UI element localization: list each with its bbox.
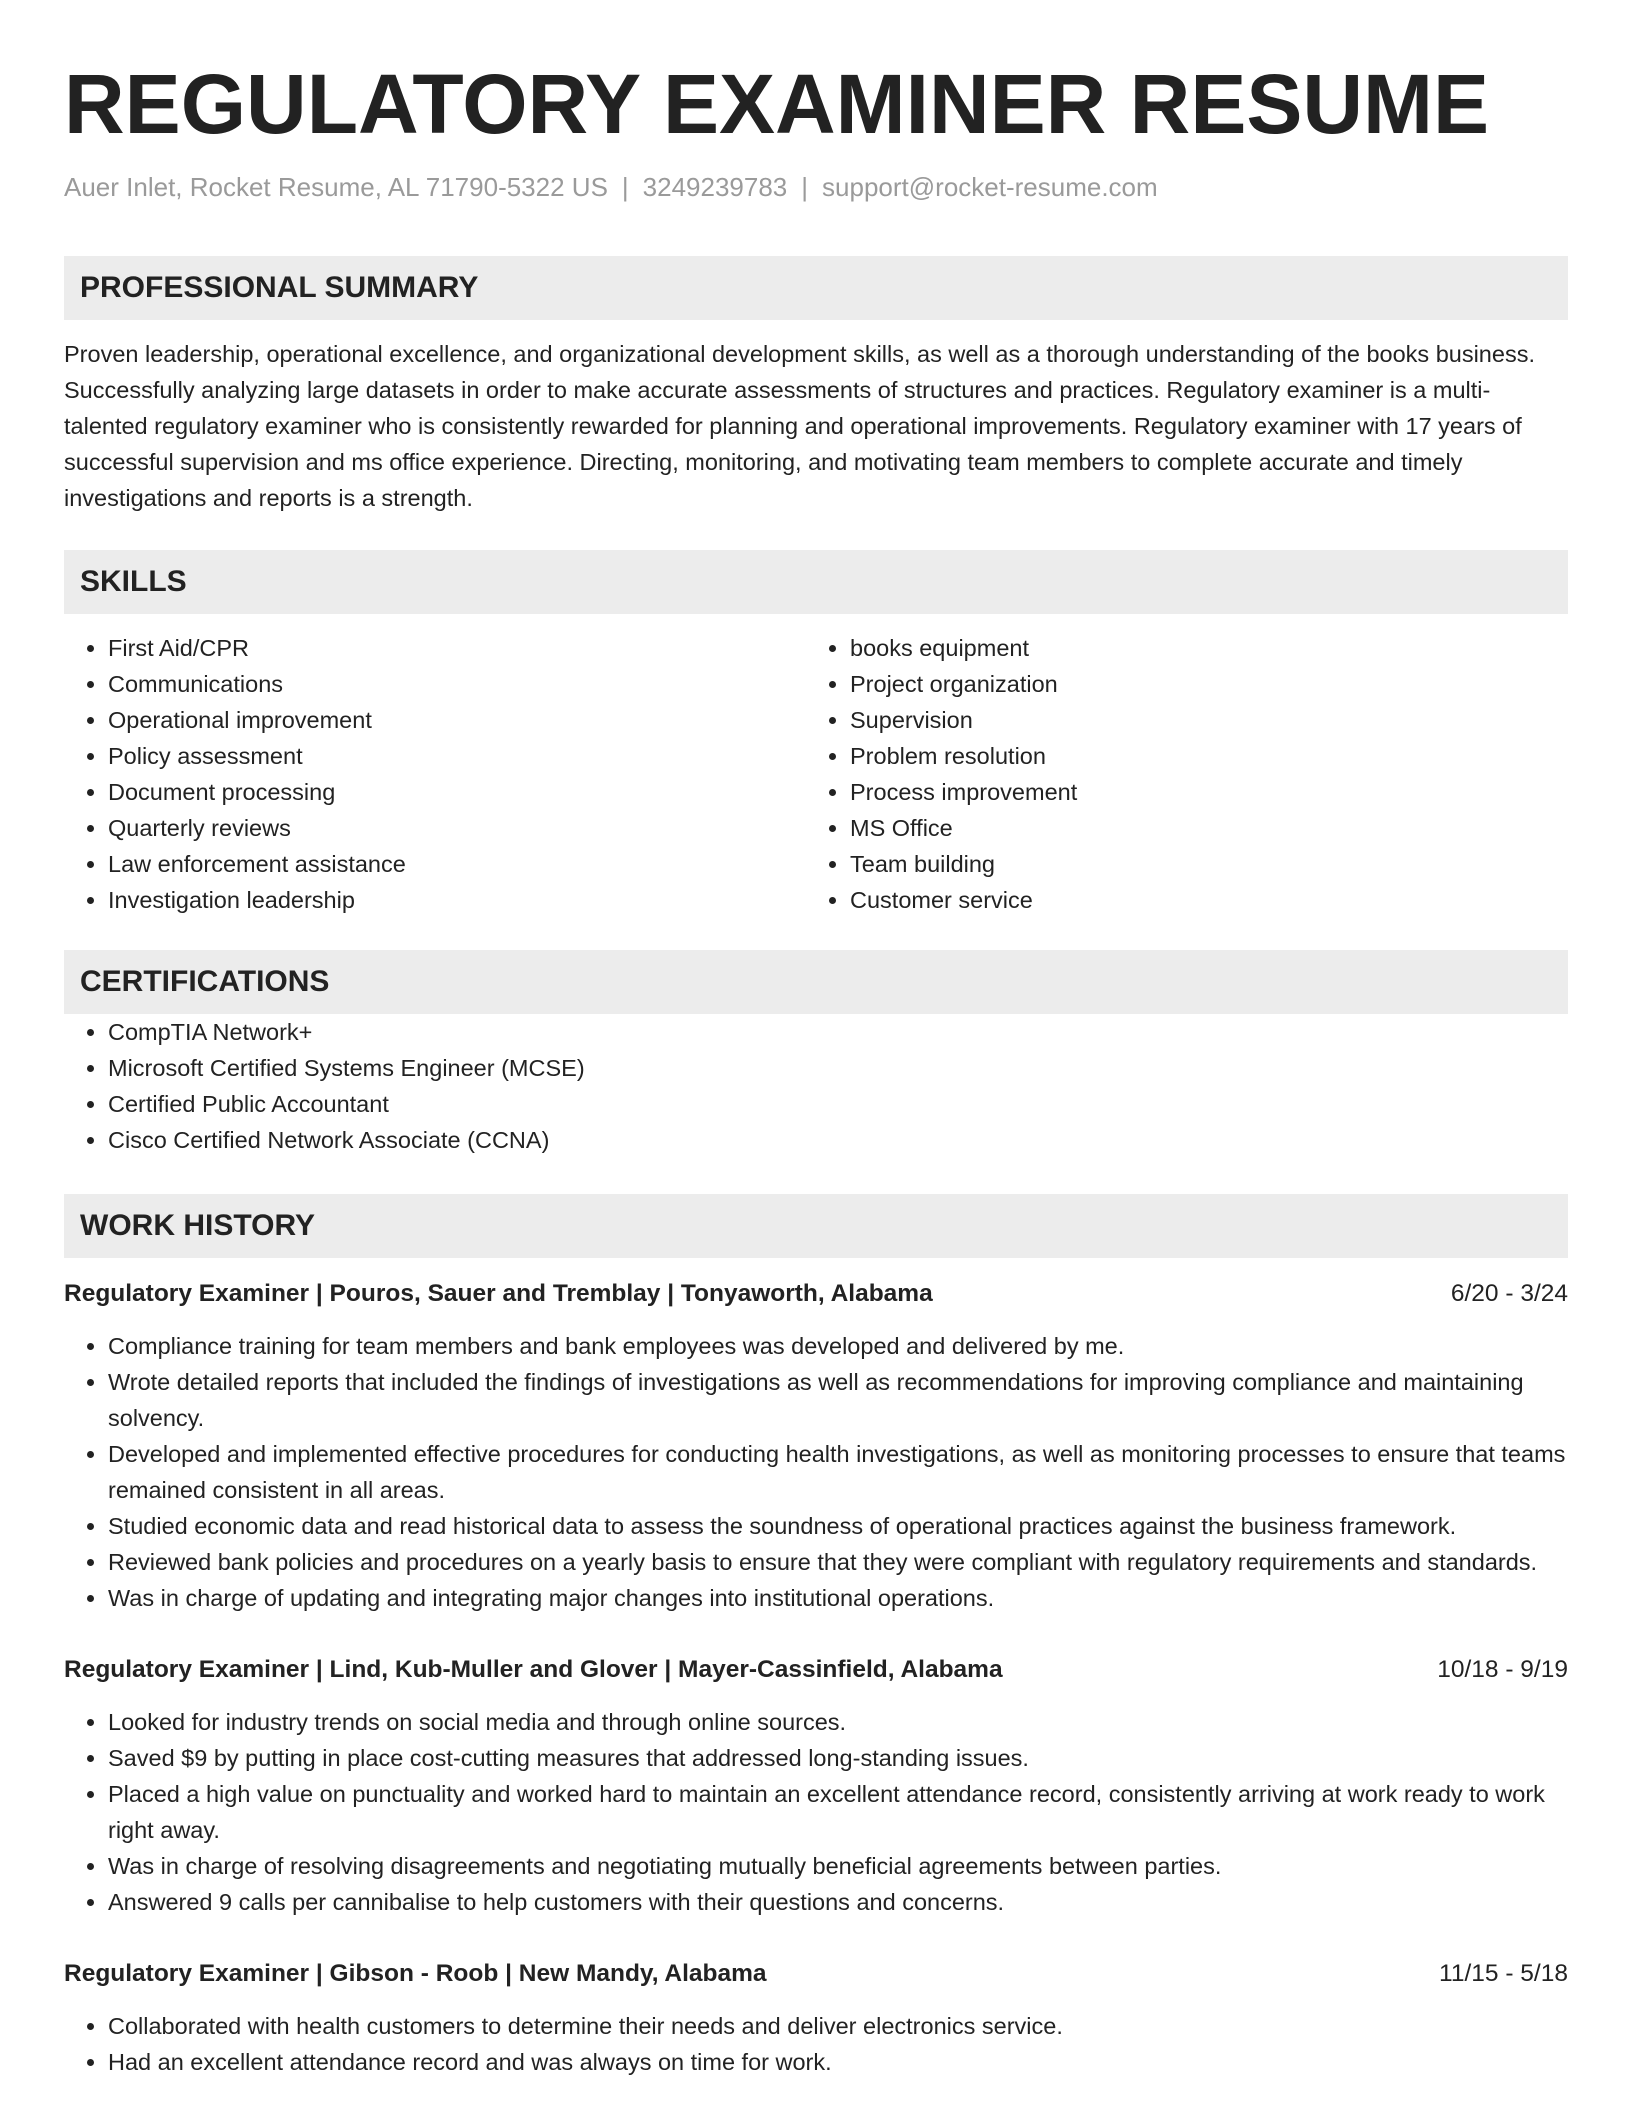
skill-item: • Operational improvement — [108, 702, 806, 738]
skill-item: • Law enforcement assistance — [108, 846, 806, 882]
job-bullet: • Compliance training for team members and bank employees was developed and delivered by me. — [108, 1328, 1568, 1364]
job-bullet: • Was in charge of updating and integrating major changes into institutional operations. — [108, 1580, 1568, 1616]
job-entry — [64, 1956, 1568, 2080]
job-bullet: • Looked for industry trends on social media and through online sources. — [108, 1704, 1568, 1740]
job-title: Regulatory Examiner | Gibson - Roob | New Mandy, Alabama — [64, 1960, 767, 1987]
job-title: Regulatory Examiner | Lind, Kub-Muller and Glover | Mayer-Cassinfield, Alabama — [64, 1656, 1003, 1683]
skill-item: • Quarterly reviews — [108, 810, 806, 846]
skill-item: • Communications — [108, 666, 806, 702]
job-bullet: • Studied economic data and read historical data to assess the soundness of operational practices against the business framework. — [108, 1508, 1568, 1544]
certification-item: • Certified Public Accountant — [108, 1086, 1568, 1122]
summary-text: Proven leadership, operational excellence, and organizational development skills, as well as a thorough understanding of the books business. Successfully analyzing large datasets in order to make accurate assessments of structures and practices. Regulatory examiner is a multi-talented regulatory examiner who is consistently rewarded for planning and operational improvements. Regulatory examiner with 17 years of successful supervision and ms office experience. Directing, monitoring, and motivating team members to complete accurate and timely investigations and reports is a strength. — [64, 341, 1535, 511]
contact-address: Auer Inlet, Rocket Resume, AL 71790-5322 US — [64, 172, 608, 202]
certification-item: • Cisco Certified Network Associate (CCNA) — [108, 1122, 1568, 1158]
skill-item: • books equipment — [850, 630, 1548, 666]
skills-column-left — [64, 630, 806, 918]
resume-title: REGULATORY EXAMINER RESUME — [64, 57, 1490, 151]
job-dates: 10/18 - 9/19 — [1437, 1656, 1568, 1683]
job-bullets — [64, 1328, 1568, 1616]
section-heading-work-history: WORK HISTORY — [64, 1194, 1568, 1258]
job-header — [64, 1276, 1568, 1312]
skill-item: • Investigation leadership — [108, 882, 806, 918]
skill-item: • Document processing — [108, 774, 806, 810]
job-dates: 6/20 - 3/24 — [1450, 1280, 1568, 1307]
skill-item: • Policy assessment — [108, 738, 806, 774]
job-header — [64, 1956, 1568, 1992]
job-header — [64, 1652, 1568, 1688]
job-bullet: • Reviewed bank policies and procedures on a yearly basis to ensure that they were compliant with regulatory requirements and standards. — [108, 1544, 1568, 1580]
job-bullet: • Wrote detailed reports that included the findings of investigations as well as recommendations for improving compliance and maintaining solvency. — [108, 1364, 1568, 1436]
job-bullet: • Placed a high value on punctuality and worked hard to maintain an excellent attendance record, consistently arriving at work ready to work right away. — [108, 1776, 1568, 1848]
certification-item: • Microsoft Certified Systems Engineer (MCSE) — [108, 1050, 1568, 1086]
job-bullet: • Had an excellent attendance record and was always on time for work. — [108, 2044, 1568, 2080]
skills-list — [64, 630, 1568, 918]
job-dates: 11/15 - 5/18 — [1439, 1960, 1568, 1987]
contact-phone: 3249239783 — [642, 172, 788, 202]
section-heading-skills: SKILLS — [64, 550, 1568, 614]
job-bullet: • Answered 9 calls per cannibalise to help customers with their questions and concerns. — [108, 1884, 1568, 1920]
skill-item: • Team building — [850, 846, 1548, 882]
contact-email: support@rocket-resume.com — [822, 172, 1158, 202]
job-bullets — [64, 2008, 1568, 2080]
job-bullet: • Developed and implemented effective procedures for conducting health investigations, as well as monitoring processes to ensure that teams remained consistent in all areas. — [108, 1436, 1568, 1508]
contact-separator: | — [801, 172, 809, 202]
job-bullet: • Collaborated with health customers to determine their needs and deliver electronics service. — [108, 2008, 1568, 2044]
section-heading-summary: PROFESSIONAL SUMMARY — [64, 256, 1568, 320]
job-entry — [64, 1276, 1568, 1616]
skill-item: • MS Office — [850, 810, 1548, 846]
certification-item: • CompTIA Network+ — [108, 1014, 1568, 1050]
skills-column-right — [806, 630, 1548, 918]
job-title: Regulatory Examiner | Pouros, Sauer and Tremblay | Tonyaworth, Alabama — [64, 1280, 933, 1307]
certifications-list — [64, 1014, 1568, 1158]
job-entry — [64, 1652, 1568, 1920]
job-bullet: • Saved $9 by putting in place cost-cutting measures that addressed long-standing issues. — [108, 1740, 1568, 1776]
skill-item: • Problem resolution — [850, 738, 1548, 774]
skill-item: • Process improvement — [850, 774, 1548, 810]
section-heading-certifications: CERTIFICATIONS — [64, 950, 1568, 1014]
contact-separator: | — [621, 172, 629, 202]
contact-line — [64, 170, 1568, 204]
job-bullet: • Was in charge of resolving disagreements and negotiating mutually beneficial agreements between parties. — [108, 1848, 1568, 1884]
job-bullets — [64, 1704, 1568, 1920]
skill-item: • Customer service — [850, 882, 1548, 918]
skill-item: • First Aid/CPR — [108, 630, 806, 666]
skill-item: • Supervision — [850, 702, 1548, 738]
skill-item: • Project organization — [850, 666, 1548, 702]
